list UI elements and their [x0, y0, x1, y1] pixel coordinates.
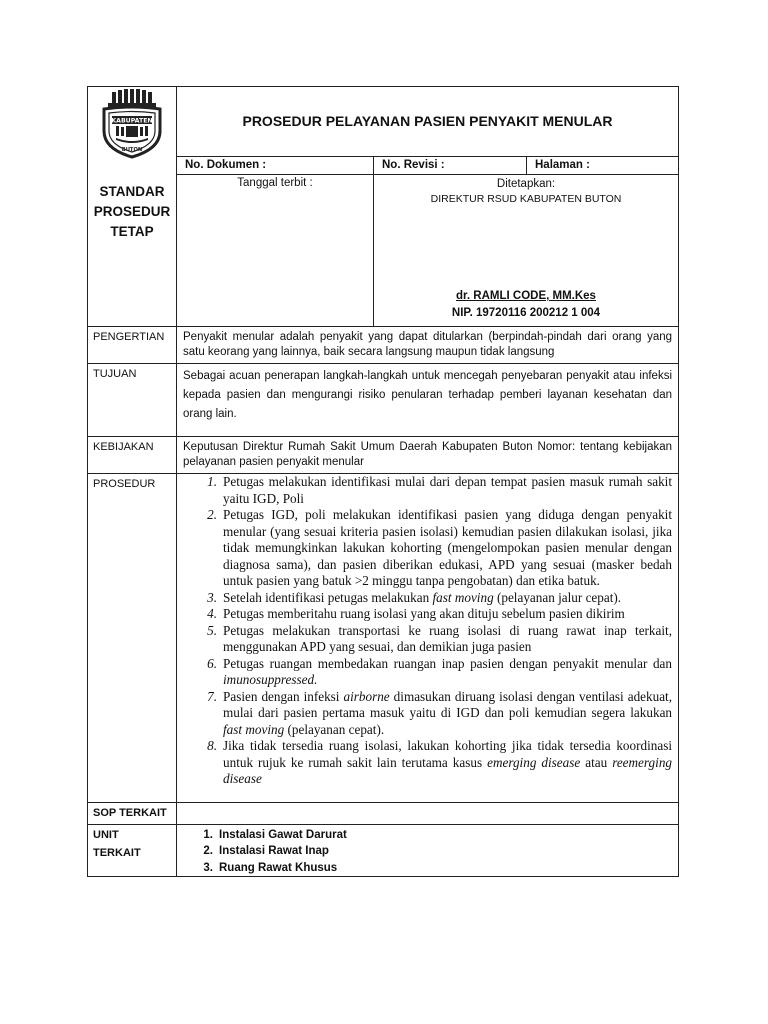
- prosedur-step-italic: imunosuppressed.: [223, 672, 318, 687]
- tujuan-text: Sebagai acuan penerapan langkah-langkah untuk mencegah penyebaran penyakit atau infeksi kepada pasien dan mengurangi risiko penularan terhadap pemberi layanan kesehatan dan orang lain.: [177, 364, 679, 437]
- unit-item-number: 1.: [203, 828, 213, 841]
- prosedur-step-number: 1.: [207, 474, 217, 489]
- header-logo-cell: [88, 87, 177, 327]
- standard-line-3: TETAP: [110, 224, 154, 239]
- prosedur-step: [207, 589, 672, 607]
- ditetapkan-label: Ditetapkan:: [496, 178, 556, 191]
- unit-item-number: 3.: [203, 861, 213, 874]
- prosedur-step-text: atau: [580, 754, 613, 770]
- prosedur-step-text: Petugas ruangan membedakan ruangan inap pasien dengan penyakit menular dan: [223, 655, 673, 671]
- direktur-title: DIREKTUR RSUD KABUPATEN BUTON: [430, 193, 622, 206]
- unit-terkait-list: [177, 825, 678, 877]
- no-dokumen-label: No. Dokumen :: [177, 156, 374, 174]
- unit-terkait-list-cell: [177, 824, 679, 877]
- tanggal-terbit-label: Tanggal terbit :: [177, 175, 374, 327]
- kabupaten-buton-emblem: [98, 89, 166, 159]
- prosedur-steps: [177, 474, 679, 803]
- prosedur-step-italic: airborne: [343, 688, 390, 704]
- prosedur-step-number: 7.: [207, 688, 217, 704]
- unit-item-text: Instalasi Gawat Darurat: [219, 828, 347, 841]
- prosedur-step-number: 6.: [207, 655, 217, 671]
- prosedur-step-italic: emerging disease: [487, 754, 581, 770]
- prosedur-step-italic: reemerging disease: [223, 754, 673, 786]
- prosedur-list: [177, 474, 678, 802]
- unit-terkait-label-line-1: UNIT: [93, 828, 119, 841]
- prosedur-step: [207, 688, 673, 739]
- prosedur-step-text: Pasien dengan infeksi: [223, 688, 344, 704]
- standard-line-1: STANDAR: [99, 184, 165, 199]
- prosedur-step: [207, 738, 673, 788]
- prosedur-step-text: dimasukan diruang isolasi dengan ventilasi adekuat, mulai dari pasien pertama masuk yaitu di IGD dan poli kemudian segera lakukan: [223, 688, 673, 720]
- pengertian-text: Penyakit menular adalah penyakit yang dapat ditularkan (berpindah-pindah dari orang yang satu keorang yang lainnya, baik secara langsung maupun tidak langsung: [177, 327, 679, 364]
- unit-terkait-item: [203, 843, 672, 860]
- prosedur-step-text: (pelayanan cepat).: [284, 721, 385, 737]
- unit-item-text: Ruang Rawat Khusus: [219, 861, 338, 874]
- prosedur-step-italic: fast moving: [223, 721, 285, 737]
- prosedur-step-text: (pelayanan jalur cepat).: [493, 589, 622, 605]
- prosedur-step-number: 3.: [207, 589, 217, 605]
- prosedur-step-text: Petugas melakukan transportasi ke ruang isolasi di ruang rawat inap terkait, menggunakan APD yang sesuai, dan demikian juga pasien: [223, 622, 673, 654]
- prosedur-step-text: Setelah identifikasi petugas melakukan: [223, 589, 433, 605]
- no-revisi-label: No. Revisi :: [374, 156, 527, 174]
- prosedur-step-text: Petugas melakukan identifikasi mulai dari depan tempat pasien masuk rumah sakit yaitu IGD, Poli: [223, 474, 673, 506]
- standard-title: [88, 182, 176, 242]
- prosedur-step: [207, 622, 673, 656]
- signer-nip: NIP. 19720116 200212 1 004: [451, 307, 601, 320]
- sop-table: [87, 86, 679, 877]
- kebijakan-text: Keputusan Direktur Rumah Sakit Umum Daerah Kabupaten Buton Nomor: tentang kebijakan pelayanan pasien penyakit menular: [177, 437, 679, 474]
- prosedur-step-text: Petugas IGD, poli melakukan identifikasi pasien yang diduga dengan penyakit menular (yang sesuai kriteria pasien isolasi) kemudian pasien dilakukan isolasi, jika tidak memungkinkan lakukan kohorting (mengelompokan pasien menular dengan diagnosa sama), dan pasien diberikan edukasi, APD yang sesuai (masker bedah untuk pasien yang batuk >2 minggu tanpa pengobatan) dan etika batuk.: [223, 507, 673, 588]
- prosedur-step-number: 2.: [207, 507, 217, 522]
- halaman-label: Halaman :: [527, 156, 679, 174]
- unit-terkait-item: [203, 827, 672, 844]
- prosedur-step-number: 5.: [207, 622, 217, 638]
- prosedur-step-text: Petugas memberitahu ruang isolasi yang akan dituju sebelum pasien dikirim: [223, 606, 625, 621]
- kebijakan-label: KEBIJAKAN: [88, 437, 177, 474]
- sop-document: [87, 86, 678, 877]
- prosedur-label: PROSEDUR: [88, 474, 177, 803]
- unit-terkait-label: [88, 824, 177, 877]
- prosedur-step-italic: fast moving: [432, 589, 494, 605]
- ditetapkan-block: [374, 175, 679, 327]
- logo-text-top: KABUPATEN: [111, 117, 153, 125]
- logo-text-bottom: BUTON: [121, 147, 143, 153]
- unit-terkait-item: [203, 860, 672, 877]
- prosedur-step-number: 4.: [207, 606, 217, 621]
- standard-line-2: PROSEDUR: [93, 204, 171, 219]
- sop-terkait-value: [177, 802, 679, 824]
- unit-terkait-label-line-2: TERKAIT: [93, 846, 141, 859]
- tujuan-label: TUJUAN: [88, 364, 177, 437]
- unit-item-text: Instalasi Rawat Inap: [219, 845, 329, 857]
- prosedur-step-number: 8.: [207, 738, 217, 753]
- prosedur-step: [207, 474, 673, 507]
- prosedur-step: [207, 507, 673, 590]
- document-title: PROSEDUR PELAYANAN PASIEN PENYAKIT MENULAR: [177, 87, 679, 157]
- signer-name: dr. RAMLI CODE, MM.Kes: [456, 290, 596, 303]
- prosedur-step-text: Jika tidak tersedia ruang isolasi, lakukan kohorting jika tidak tersedia koordinasi untuk rujuk ke rumah sakit lain terutama kasus: [223, 738, 673, 770]
- pengertian-label: PENGERTIAN: [88, 327, 177, 364]
- prosedur-step: [207, 606, 672, 623]
- prosedur-step: [207, 655, 673, 689]
- sop-terkait-label: SOP TERKAIT: [88, 802, 177, 824]
- unit-item-number: 2.: [203, 845, 213, 857]
